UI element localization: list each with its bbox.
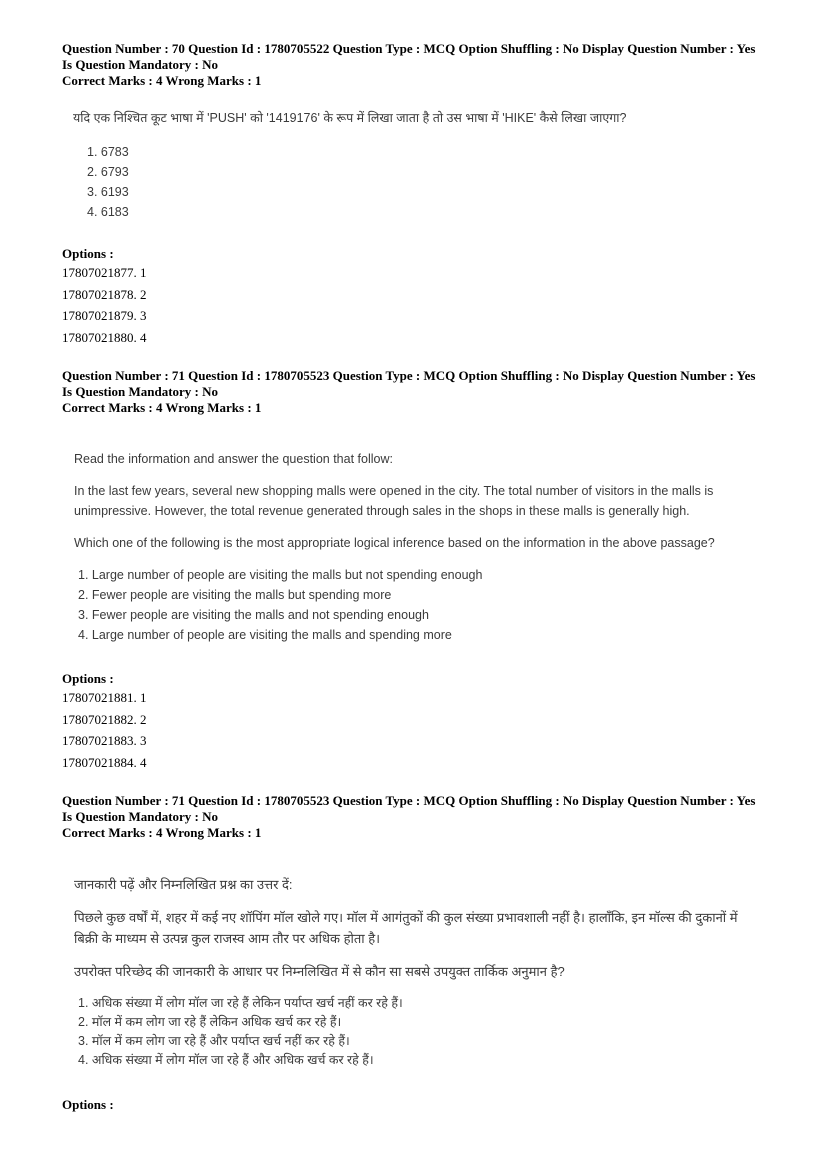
meta-line: Correct Marks : 4 Wrong Marks : 1 xyxy=(62,73,262,88)
option-item: 17807021878. 2 xyxy=(62,286,147,302)
meta-line: Correct Marks : 4 Wrong Marks : 1 xyxy=(62,825,262,840)
meta-line: Question Number : 71 Question Id : 1780705523 Question Type : MCQ Option Shuffling : No Display Question Number : Yes xyxy=(62,368,756,383)
choice-item: 3. मॉल में कम लोग जा रहे हैं और पर्याप्त खर्च नहीं कर रहे हैं। xyxy=(78,1034,350,1048)
choice-item: 2. Fewer people are visiting the malls but spending more xyxy=(78,588,392,602)
meta-line: Question Number : 71 Question Id : 1780705523 Question Type : MCQ Option Shuffling : No Display Question Number : Yes xyxy=(62,793,756,808)
question-image xyxy=(74,449,774,645)
choice-item: 2. मॉल में कम लोग जा रहे हैं लेकिन अधिक खर्च कर रहे हैं। xyxy=(78,1015,342,1029)
question-stem: Which one of the following is the most appropriate logical inference based on the information in the above passage? xyxy=(74,536,715,550)
option-item: 17807021884. 4 xyxy=(62,754,147,770)
option-item: 17807021881. 1 xyxy=(62,690,147,705)
choice-item: 4. अधिक संख्या में लोग मॉल जा रहे हैं और अधिक खर्च कर रहे हैं। xyxy=(78,1053,374,1067)
choice-item: 4. 6183 xyxy=(87,205,129,219)
options-list xyxy=(62,687,147,773)
meta-line: Question Number : 70 Question Id : 1780705522 Question Type : MCQ Option Shuffling : No Display Question Number : Yes xyxy=(62,41,756,56)
options-label: Options : xyxy=(62,246,114,261)
choice-item: 4. Large number of people are visiting the malls and spending more xyxy=(78,628,452,642)
choice-list xyxy=(74,994,764,1070)
choice-item: 1. अधिक संख्या में लोग मॉल जा रहे हैं लेकिन पर्याप्त खर्च नहीं कर रहे हैं। xyxy=(78,996,403,1010)
option-item: 17807021879. 3 xyxy=(62,308,147,323)
question-meta xyxy=(62,41,802,89)
question-instruction: जानकारी पढ़ें और निम्नलिखित प्रश्न का उत्तर दें: xyxy=(74,877,293,892)
question-meta xyxy=(62,793,802,841)
question-stem: यदि एक निश्चित कूट भाषा में 'PUSH' को '1419176' के रूप में लिखा जाता है तो उस भाषा में 'HIKE' कैसे लिखा जाएगा? xyxy=(73,111,627,125)
question-instruction: Read the information and answer the question that follow: xyxy=(74,452,393,466)
meta-line: Correct Marks : 4 Wrong Marks : 1 xyxy=(62,400,262,415)
question-stem: उपरोक्त परिच्छेद की जानकारी के आधार पर निम्नलिखित में से कौन सा सबसे उपयुक्त तार्किक अनुमान है? xyxy=(74,964,565,979)
choice-list xyxy=(73,142,793,222)
meta-line: Is Question Mandatory : No xyxy=(62,809,219,824)
option-item: 17807021883. 3 xyxy=(62,733,147,748)
question-passage: पिछले कुछ वर्षों में, शहर में कई नए शॉपिंग मॉल खोले गए। मॉल में आगंतुकों की कुल संख्या प्रभावशाली नहीं है। हालाँकि, इन मॉल्स की दुकानों में बिक्री के माध्यम से उत्पन्न कुल राजस्व आम तौर पर अधिक होता है। xyxy=(74,910,738,946)
question-image xyxy=(74,874,764,1070)
option-item: 17807021880. 4 xyxy=(62,329,147,345)
choice-list xyxy=(74,565,774,645)
choice-item: 1. Large number of people are visiting the malls but not spending enough xyxy=(78,568,483,582)
meta-line: Is Question Mandatory : No xyxy=(62,384,219,399)
question-meta xyxy=(62,368,802,416)
options-label: Options : xyxy=(62,1097,114,1112)
option-item: 17807021882. 2 xyxy=(62,711,147,727)
choice-item: 3. Fewer people are visiting the malls and not spending enough xyxy=(78,608,429,622)
choice-item: 3. 6193 xyxy=(87,185,129,199)
choice-item: 1. 6783 xyxy=(87,145,129,159)
question-image xyxy=(73,109,793,222)
choice-item: 2. 6793 xyxy=(87,165,129,179)
question-passage: In the last few years, several new shopping malls were opened in the city. The total number of visitors in the malls is unimpressive. However, the total revenue generated through sales in the shops in these malls is generally high. xyxy=(74,484,714,518)
option-item: 17807021877. 1 xyxy=(62,265,147,280)
options-list xyxy=(62,262,147,348)
options-label: Options : xyxy=(62,671,114,686)
meta-line: Is Question Mandatory : No xyxy=(62,57,219,72)
